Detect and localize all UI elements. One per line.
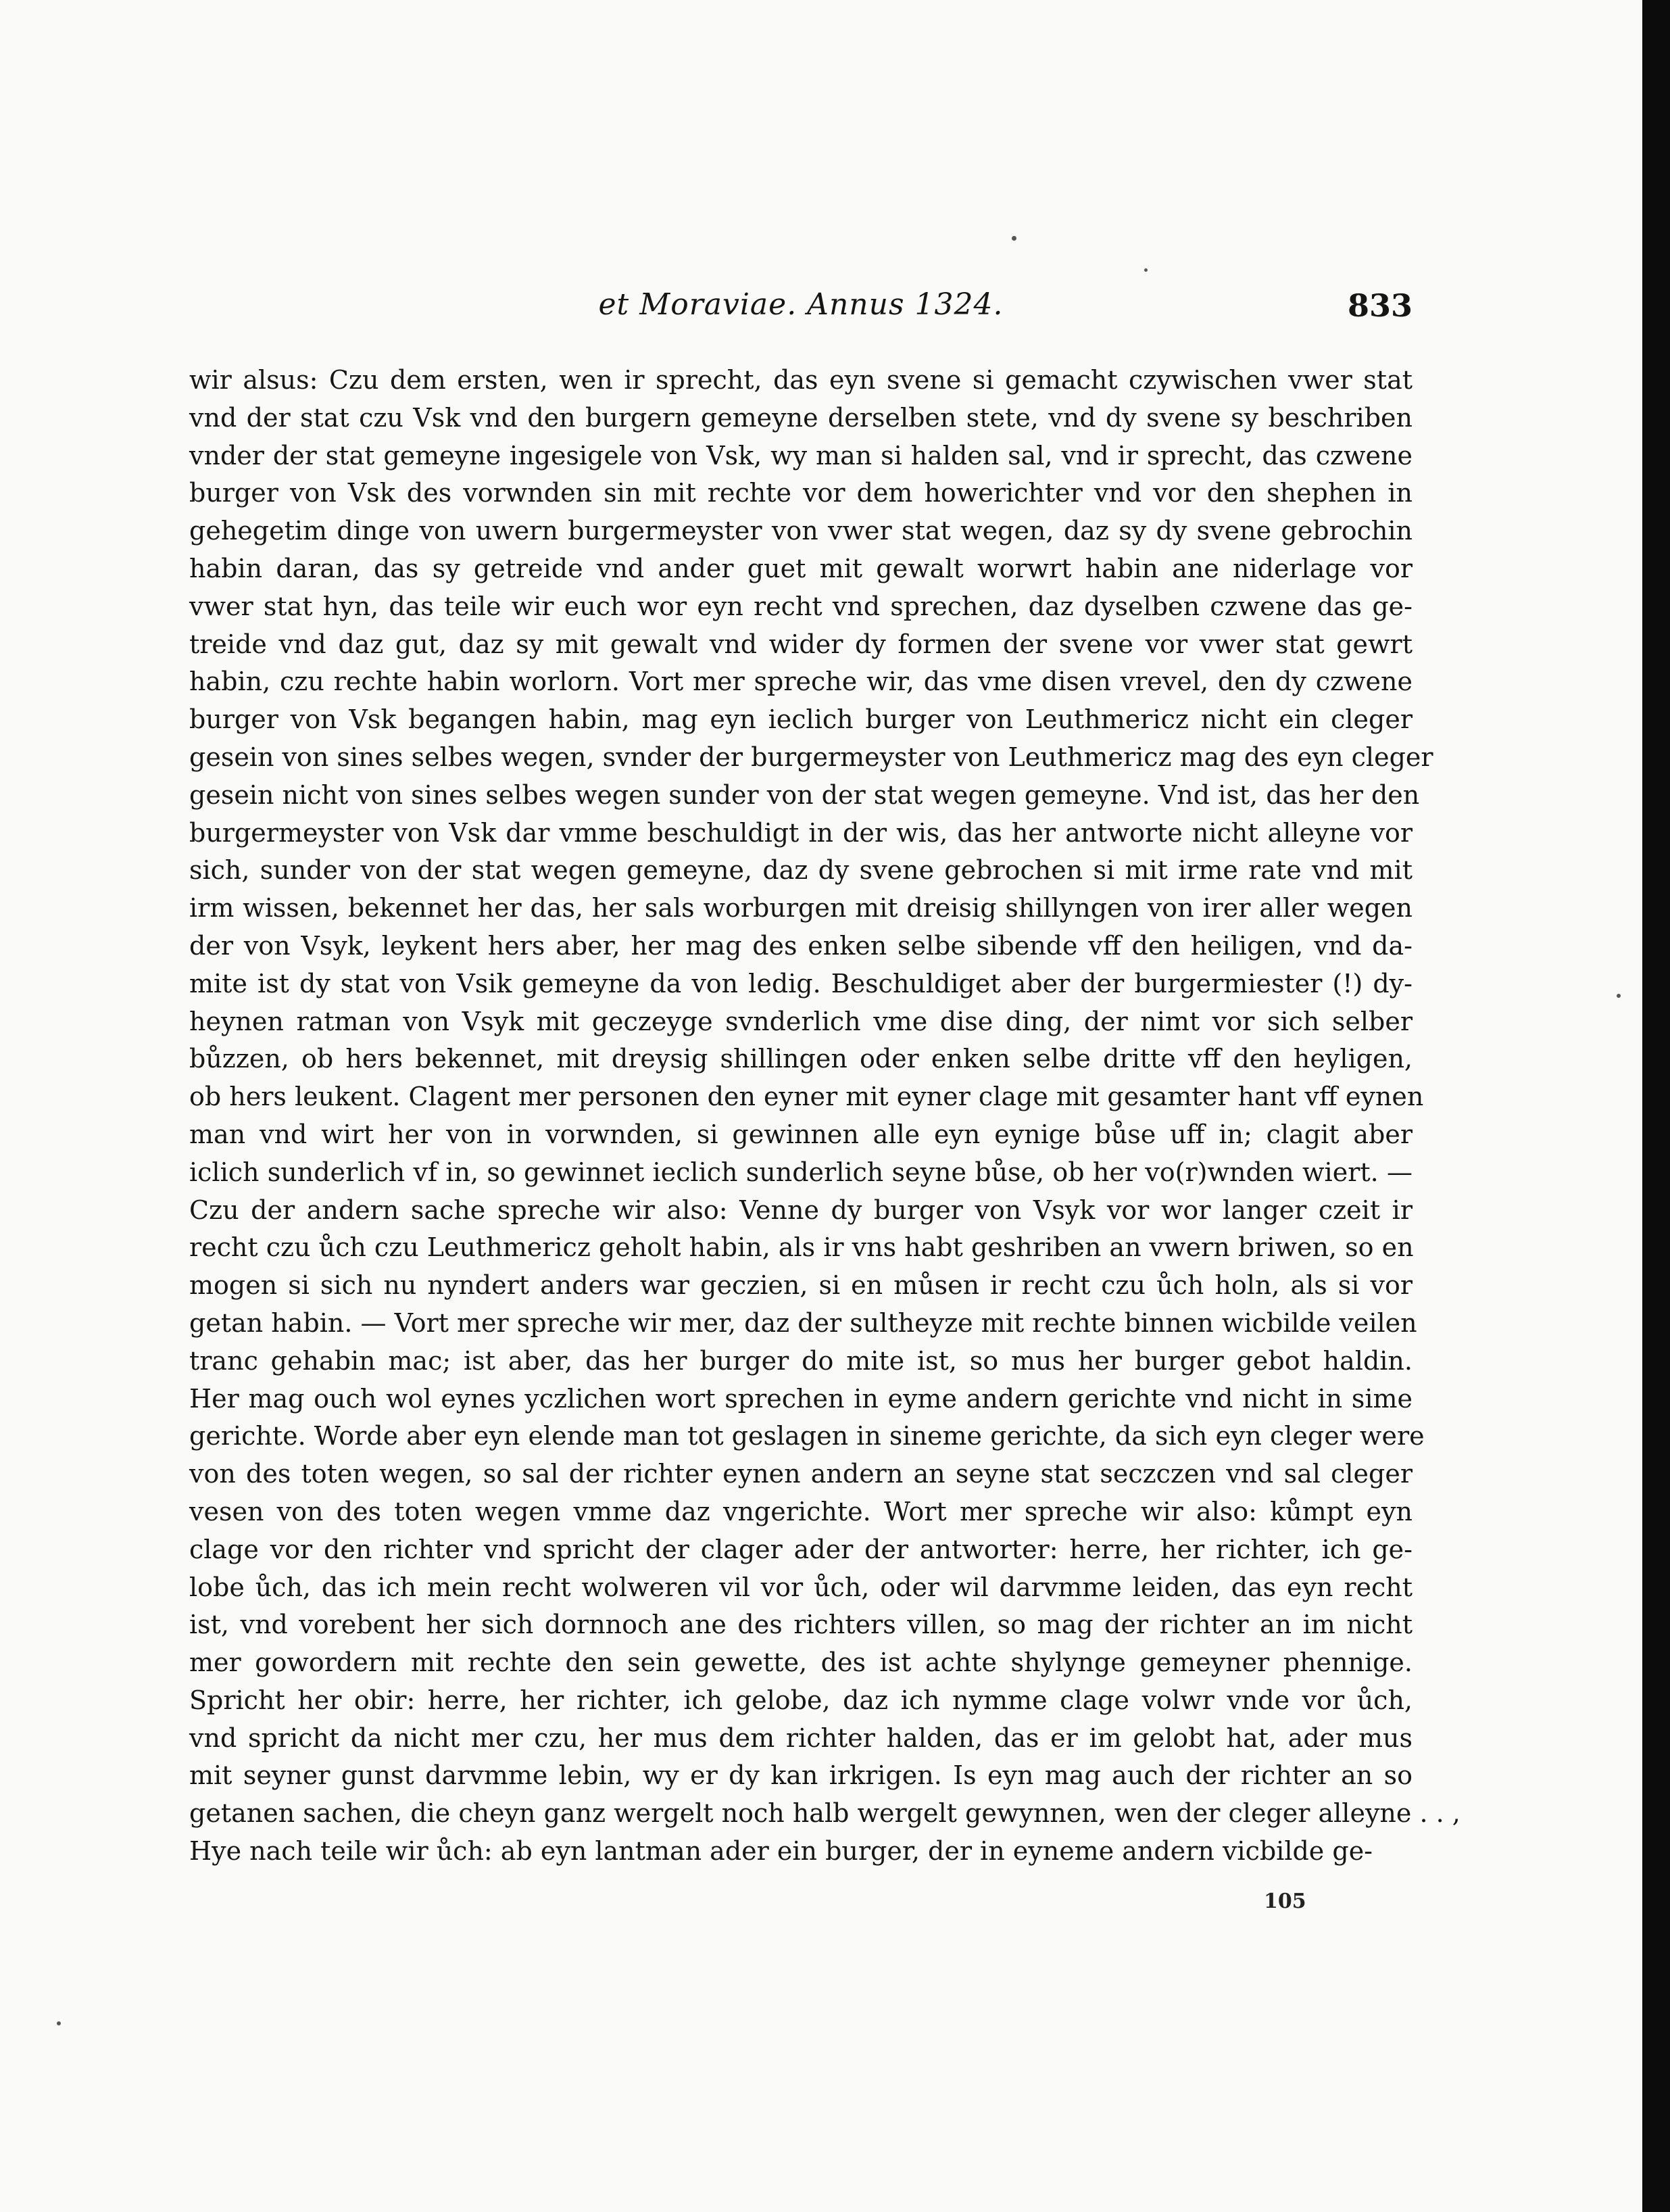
text-line: clage vor den richter vnd spricht der clager ader der antworter: herre, her richter, ich ge- <box>189 1534 1413 1564</box>
text-line: vnd spricht da nicht mer czu, her mus dem richter halden, das er im gelobt hat, ader mus <box>189 1723 1413 1753</box>
speck-mark <box>1012 236 1016 241</box>
text-line: gehegetim dinge von uwern burgermeyster von vwer stat wegen, daz sy dy svene gebrochin <box>189 516 1413 546</box>
text-line: vwer stat hyn, das teile wir euch wor eyn recht vnd sprechen, daz dyselben czwene das ge- <box>189 591 1413 621</box>
text-line: vnder der stat gemeyne ingesigele von Vsk, wy man si halden sal, vnd ir sprecht, das czwene <box>189 440 1413 471</box>
text-line: sich, sunder von der stat wegen gemeyne, daz dy svene gebrochen si mit irme rate vnd mit <box>189 855 1413 886</box>
text-line: treide vnd daz gut, daz sy mit gewalt vnd wider dy formen der svene vor vwer stat gewrt <box>189 629 1413 659</box>
text-line: bůzzen, ob hers bekennet, mit dreysig shillingen oder enken selbe dritte vff den heyligen, <box>189 1044 1413 1074</box>
text-line: habin, czu rechte habin worlorn. Vort mer spreche wir, das vme disen vrevel, den dy czwene <box>189 667 1413 697</box>
text-line: recht czu ůch czu Leuthmericz geholt habin, als ir vns habt geshriben an vwern briwen, so en <box>189 1232 1414 1263</box>
text-line: wir alsus: Czu dem ersten, wen ir sprecht, das eyn svene si gemacht czywischen vwer stat <box>189 365 1413 395</box>
text-line: mer gowordern mit rechte den sein gewette, des ist achte shylynge gemeyner phennige. <box>189 1648 1413 1678</box>
text-line: burger von Vsk des vorwnden sin mit rechte vor dem howerichter vnd vor den shephen in <box>189 478 1413 508</box>
text-line: lobe ůch, das ich mein recht wolweren vil vor ůch, oder wil darvmme leiden, das eyn recht <box>189 1572 1413 1602</box>
speck-mark <box>1144 268 1148 272</box>
text-line: gesein nicht von sines selbes wegen sunder von der stat wegen gemeyne. Vnd ist, das her den <box>189 779 1420 810</box>
speck-mark <box>1617 994 1621 998</box>
text-line: getanen sachen, die cheyn ganz wergelt noch halb wergelt gewynnen, wen der cleger alleyne . . , <box>189 1798 1460 1829</box>
text-line: Spricht her obir: herre, her richter, ich gelobe, daz ich nymme clage volwr vnde vor ůch, <box>189 1685 1413 1715</box>
text-line: von des toten wegen, so sal der richter eynen andern an seyne stat seczczen vnd sal cleger <box>189 1459 1413 1489</box>
text-line: gerichte. Worde aber eyn elende man tot geslagen in sineme gerichte, da sich eyn cleger were <box>189 1421 1425 1451</box>
text-line: gesein von sines selbes wegen, svnder der burgermeyster von Leuthmericz mag des eyn cleger <box>189 742 1433 772</box>
running-head: et Moraviae. Annus 1324. <box>598 287 1004 322</box>
speck-mark <box>57 2021 61 2025</box>
text-line: Czu der andern sache spreche wir also: Venne dy burger von Vsyk vor wor langer czeit ir <box>189 1195 1413 1225</box>
text-line: getan habin. — Vort mer spreche wir mer, daz der sultheyze mit rechte binnen wicbilde veilen <box>189 1307 1417 1338</box>
text-line: burgermeyster von Vsk dar vmme beschuldigt in der wis, das her antworte nicht alleyne vor <box>189 817 1413 848</box>
text-line: man vnd wirt her von in vorwnden, si gewinnen alle eyn eynige bůse uff in; clagit aber <box>189 1119 1413 1149</box>
page-header <box>189 287 1413 335</box>
text-line: ob hers leukent. Clagent mer personen den eyner mit eyner clage mit gesamter hant vff eynen <box>189 1082 1424 1112</box>
text-line: vnd der stat czu Vsk vnd den burgern gemeyne derselben stete, vnd dy svene sy beschriben <box>189 402 1413 433</box>
text-line: der von Vsyk, leykent hers aber, her mag des enken selbe sibende vff den heiligen, vnd da- <box>189 930 1413 961</box>
scan-edge <box>1642 0 1670 2212</box>
text-line: mit seyner gunst darvmme lebin, wy er dy kan irkrigen. Is eyn mag auch der richter an so <box>189 1760 1413 1791</box>
printer-signature: 105 <box>1264 1890 1306 1913</box>
text-line: mogen si sich nu nyndert anders war geczien, si en můsen ir recht czu ůch holn, als si vor <box>189 1270 1413 1301</box>
text-line: burger von Vsk begangen habin, mag eyn ieclich burger von Leuthmericz nicht ein cleger <box>189 704 1413 735</box>
text-line: Hye nach teile wir ůch: ab eyn lantman ader ein burger, der in eyneme andern vicbilde ge- <box>189 1836 1373 1867</box>
text-line: iclich sunderlich vf in, so gewinnet ieclich sunderlich seyne bůse, ob her vo(r)wnden wiert. — <box>189 1157 1413 1187</box>
text-line: heynen ratman von Vsyk mit geczeyge svnderlich vme dise ding, der nimt vor sich selber <box>189 1006 1413 1036</box>
text-line: ist, vnd vorebent her sich dornnoch ane des richters villen, so mag der richter an im nicht <box>189 1610 1413 1640</box>
text-line: vesen von des toten wegen vmme daz vngerichte. Wort mer spreche wir also: kůmpt eyn <box>189 1496 1413 1526</box>
text-line: irm wissen, bekennet her das, her sals worburgen mit dreisig shillyngen von irer aller wegen <box>189 893 1413 923</box>
text-line: mite ist dy stat von Vsik gemeyne da von ledig. Beschuldiget aber der burgermiester (!) dy- <box>189 968 1413 999</box>
body-text <box>189 362 1460 1871</box>
text-line: tranc gehabin mac; ist aber, das her burger do mite ist, so mus her burger gebot haldin. <box>189 1345 1413 1376</box>
text-line: Her mag ouch wol eynes yczlichen wort sprechen in eyme andern gerichte vnd nicht in sime <box>189 1383 1413 1414</box>
text-line: habin daran, das sy getreide vnd ander guet mit gewalt worwrt habin ane niderlage vor <box>189 553 1413 583</box>
page-number: 833 <box>1347 287 1413 324</box>
